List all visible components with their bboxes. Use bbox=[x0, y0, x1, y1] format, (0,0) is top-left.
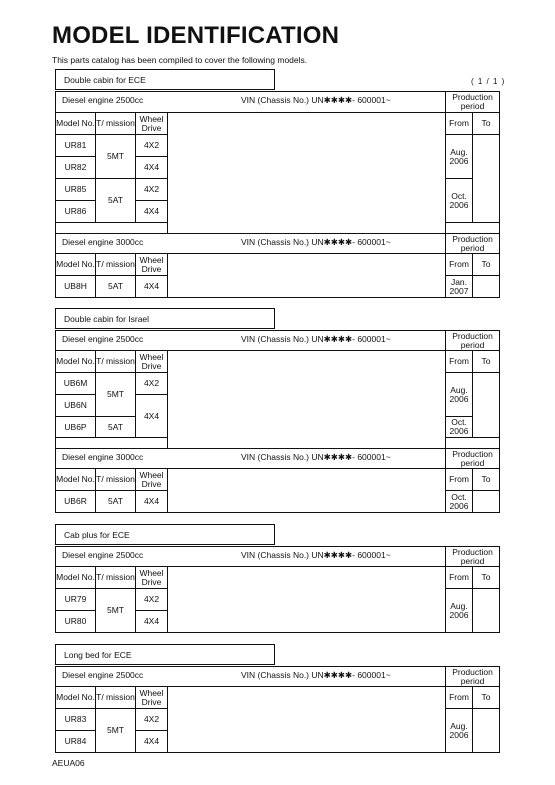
from-header: From bbox=[446, 469, 473, 491]
table-row-from: Aug. 2006 bbox=[446, 589, 473, 633]
vin-label: VIN (Chassis No.) UN✱✱✱✱- 600001~ bbox=[241, 334, 391, 344]
vin-label: VIN (Chassis No.) UN✱✱✱✱- 600001~ bbox=[241, 237, 391, 247]
table-row-model: UR84 bbox=[56, 731, 96, 753]
transmission-header: T/ mission bbox=[96, 567, 136, 589]
table-row-trans: 5AT bbox=[96, 491, 136, 513]
to-header: To bbox=[473, 687, 500, 709]
table-row-to bbox=[473, 373, 500, 438]
engine-vin-header bbox=[56, 234, 446, 254]
to-header: To bbox=[473, 113, 500, 135]
wheel-drive-header: Wheel Drive bbox=[136, 469, 168, 491]
table-row-drive: 4X2 bbox=[136, 589, 168, 611]
model-table bbox=[55, 546, 500, 633]
transmission-header: T/ mission bbox=[96, 469, 136, 491]
table-row-model: UR79 bbox=[56, 589, 96, 611]
transmission-header: T/ mission bbox=[96, 113, 136, 135]
page-number: ( 1 / 1 ) bbox=[471, 77, 506, 86]
table-row-drive: 4X4 bbox=[136, 611, 168, 633]
table-row-to bbox=[473, 491, 500, 513]
blank-body-area bbox=[168, 567, 446, 633]
table-row-trans: 5MT bbox=[96, 589, 136, 633]
production-period-header: Production period bbox=[446, 92, 500, 113]
section-label-long-bed-ece: Long bed for ECE bbox=[55, 644, 275, 665]
model-table bbox=[55, 666, 500, 753]
table-row-model: UR80 bbox=[56, 611, 96, 633]
table-row-trans: 5AT bbox=[96, 417, 136, 438]
wheel-drive-header: Wheel Drive bbox=[136, 351, 168, 373]
wheel-drive-header: Wheel Drive bbox=[136, 254, 168, 276]
table-row-drive: 4X4 bbox=[136, 491, 168, 513]
table-row-model: UR81 bbox=[56, 135, 96, 157]
engine-vin-header bbox=[56, 92, 446, 113]
wheel-drive-header: Wheel Drive bbox=[136, 567, 168, 589]
blank-body-area bbox=[168, 254, 446, 298]
table-row-drive: 4X2 bbox=[136, 373, 168, 395]
table-row-model: UB6M bbox=[56, 373, 96, 395]
page-title: MODEL IDENTIFICATION bbox=[52, 22, 340, 49]
model-no-header: Model No. bbox=[56, 351, 96, 373]
from-header: From bbox=[446, 254, 473, 276]
production-period-header: Production period bbox=[446, 449, 500, 469]
table-row-to bbox=[473, 709, 500, 753]
production-period-header: Production period bbox=[446, 667, 500, 687]
from-header: From bbox=[446, 351, 473, 373]
vin-label: VIN (Chassis No.) UN✱✱✱✱- 600001~ bbox=[241, 95, 391, 105]
vin-label: VIN (Chassis No.) UN✱✱✱✱- 600001~ bbox=[241, 670, 391, 680]
engine-label: Diesel engine 2500cc bbox=[62, 550, 144, 560]
model-table bbox=[55, 91, 500, 298]
engine-vin-header bbox=[56, 331, 446, 351]
footer-code: AEUA06 bbox=[52, 758, 85, 768]
table-row-trans: 5MT bbox=[96, 373, 136, 417]
engine-label: Diesel engine 3000cc bbox=[62, 452, 144, 462]
model-no-header: Model No. bbox=[56, 687, 96, 709]
blank-body-area bbox=[168, 469, 446, 513]
section-gap bbox=[446, 223, 500, 234]
to-header: To bbox=[473, 567, 500, 589]
blank-body-area bbox=[168, 113, 446, 234]
table-row-drive: 4X4 bbox=[136, 201, 168, 223]
to-header: To bbox=[473, 469, 500, 491]
transmission-header: T/ mission bbox=[96, 687, 136, 709]
table-row-model: UR83 bbox=[56, 709, 96, 731]
section-gap bbox=[56, 223, 168, 234]
table-row-trans: 5MT bbox=[96, 135, 136, 179]
engine-vin-header bbox=[56, 667, 446, 687]
table-row-from: Aug. 2006 bbox=[446, 709, 473, 753]
model-no-header: Model No. bbox=[56, 469, 96, 491]
table-row-model: UR86 bbox=[56, 201, 96, 223]
table-row-to bbox=[473, 276, 500, 298]
engine-label: Diesel engine 2500cc bbox=[62, 670, 144, 680]
table-row-model: UB8H bbox=[56, 276, 96, 298]
production-period-header: Production period bbox=[446, 547, 500, 567]
table-row-trans: 5AT bbox=[96, 276, 136, 298]
section-label-double-cabin-israel: Double cabin for Israel bbox=[55, 308, 275, 329]
from-header: From bbox=[446, 113, 473, 135]
vin-label: VIN (Chassis No.) UN✱✱✱✱- 600001~ bbox=[241, 452, 391, 462]
production-period-header: Production period bbox=[446, 234, 500, 254]
table-row-to bbox=[473, 135, 500, 223]
wheel-drive-header: Wheel Drive bbox=[136, 687, 168, 709]
table-row-drive: 4X4 bbox=[136, 157, 168, 179]
engine-vin-header bbox=[56, 547, 446, 567]
table-row-drive: 4X2 bbox=[136, 135, 168, 157]
engine-vin-header bbox=[56, 449, 446, 469]
table-row-model: UR85 bbox=[56, 179, 96, 201]
table-row-trans: 5MT bbox=[96, 709, 136, 753]
table-row-trans: 5AT bbox=[96, 179, 136, 223]
section-label-cab-plus-ece: Cab plus for ECE bbox=[55, 524, 275, 545]
vin-label: VIN (Chassis No.) UN✱✱✱✱- 600001~ bbox=[241, 550, 391, 560]
table-row-from: Aug. 2006 bbox=[446, 373, 473, 417]
table-row-drive: 4X2 bbox=[136, 179, 168, 201]
blank-body-area bbox=[168, 351, 446, 449]
to-header: To bbox=[473, 254, 500, 276]
wheel-drive-header: Wheel Drive bbox=[136, 113, 168, 135]
section-gap bbox=[446, 438, 500, 449]
table-row-to bbox=[473, 589, 500, 633]
section-label-double-cabin-ece: Double cabin for ECE bbox=[55, 69, 275, 90]
table-row-model: UB6R bbox=[56, 491, 96, 513]
model-no-header: Model No. bbox=[56, 567, 96, 589]
from-header: From bbox=[446, 687, 473, 709]
table-row-drive: 4X2 bbox=[136, 709, 168, 731]
table-row-from: Jan. 2007 bbox=[446, 276, 473, 298]
table-row-drive: 4X4 bbox=[136, 276, 168, 298]
engine-label: Diesel engine 2500cc bbox=[62, 334, 144, 344]
table-row-model: UR82 bbox=[56, 157, 96, 179]
engine-label: Diesel engine 2500cc bbox=[62, 95, 144, 105]
table-row-from: Oct. 2006 bbox=[446, 417, 473, 438]
model-table bbox=[55, 330, 500, 513]
to-header: To bbox=[473, 351, 500, 373]
section-gap bbox=[56, 438, 168, 449]
transmission-header: T/ mission bbox=[96, 254, 136, 276]
table-row-from: Aug. 2006 bbox=[446, 135, 473, 179]
table-row-drive: 4X4 bbox=[136, 395, 168, 438]
blank-body-area bbox=[168, 687, 446, 753]
table-row-model: UB6N bbox=[56, 395, 96, 417]
table-row-drive: 4X4 bbox=[136, 731, 168, 753]
model-no-header: Model No. bbox=[56, 254, 96, 276]
from-header: From bbox=[446, 567, 473, 589]
transmission-header: T/ mission bbox=[96, 351, 136, 373]
table-row-from: Oct. 2006 bbox=[446, 179, 473, 223]
page-subtitle: This parts catalog has been compiled to cover the following models. bbox=[52, 55, 308, 65]
model-no-header: Model No. bbox=[56, 113, 96, 135]
engine-label: Diesel engine 3000cc bbox=[62, 237, 144, 247]
production-period-header: Production period bbox=[446, 331, 500, 351]
table-row-model: UB6P bbox=[56, 417, 96, 438]
table-row-from: Oct. 2006 bbox=[446, 491, 473, 513]
